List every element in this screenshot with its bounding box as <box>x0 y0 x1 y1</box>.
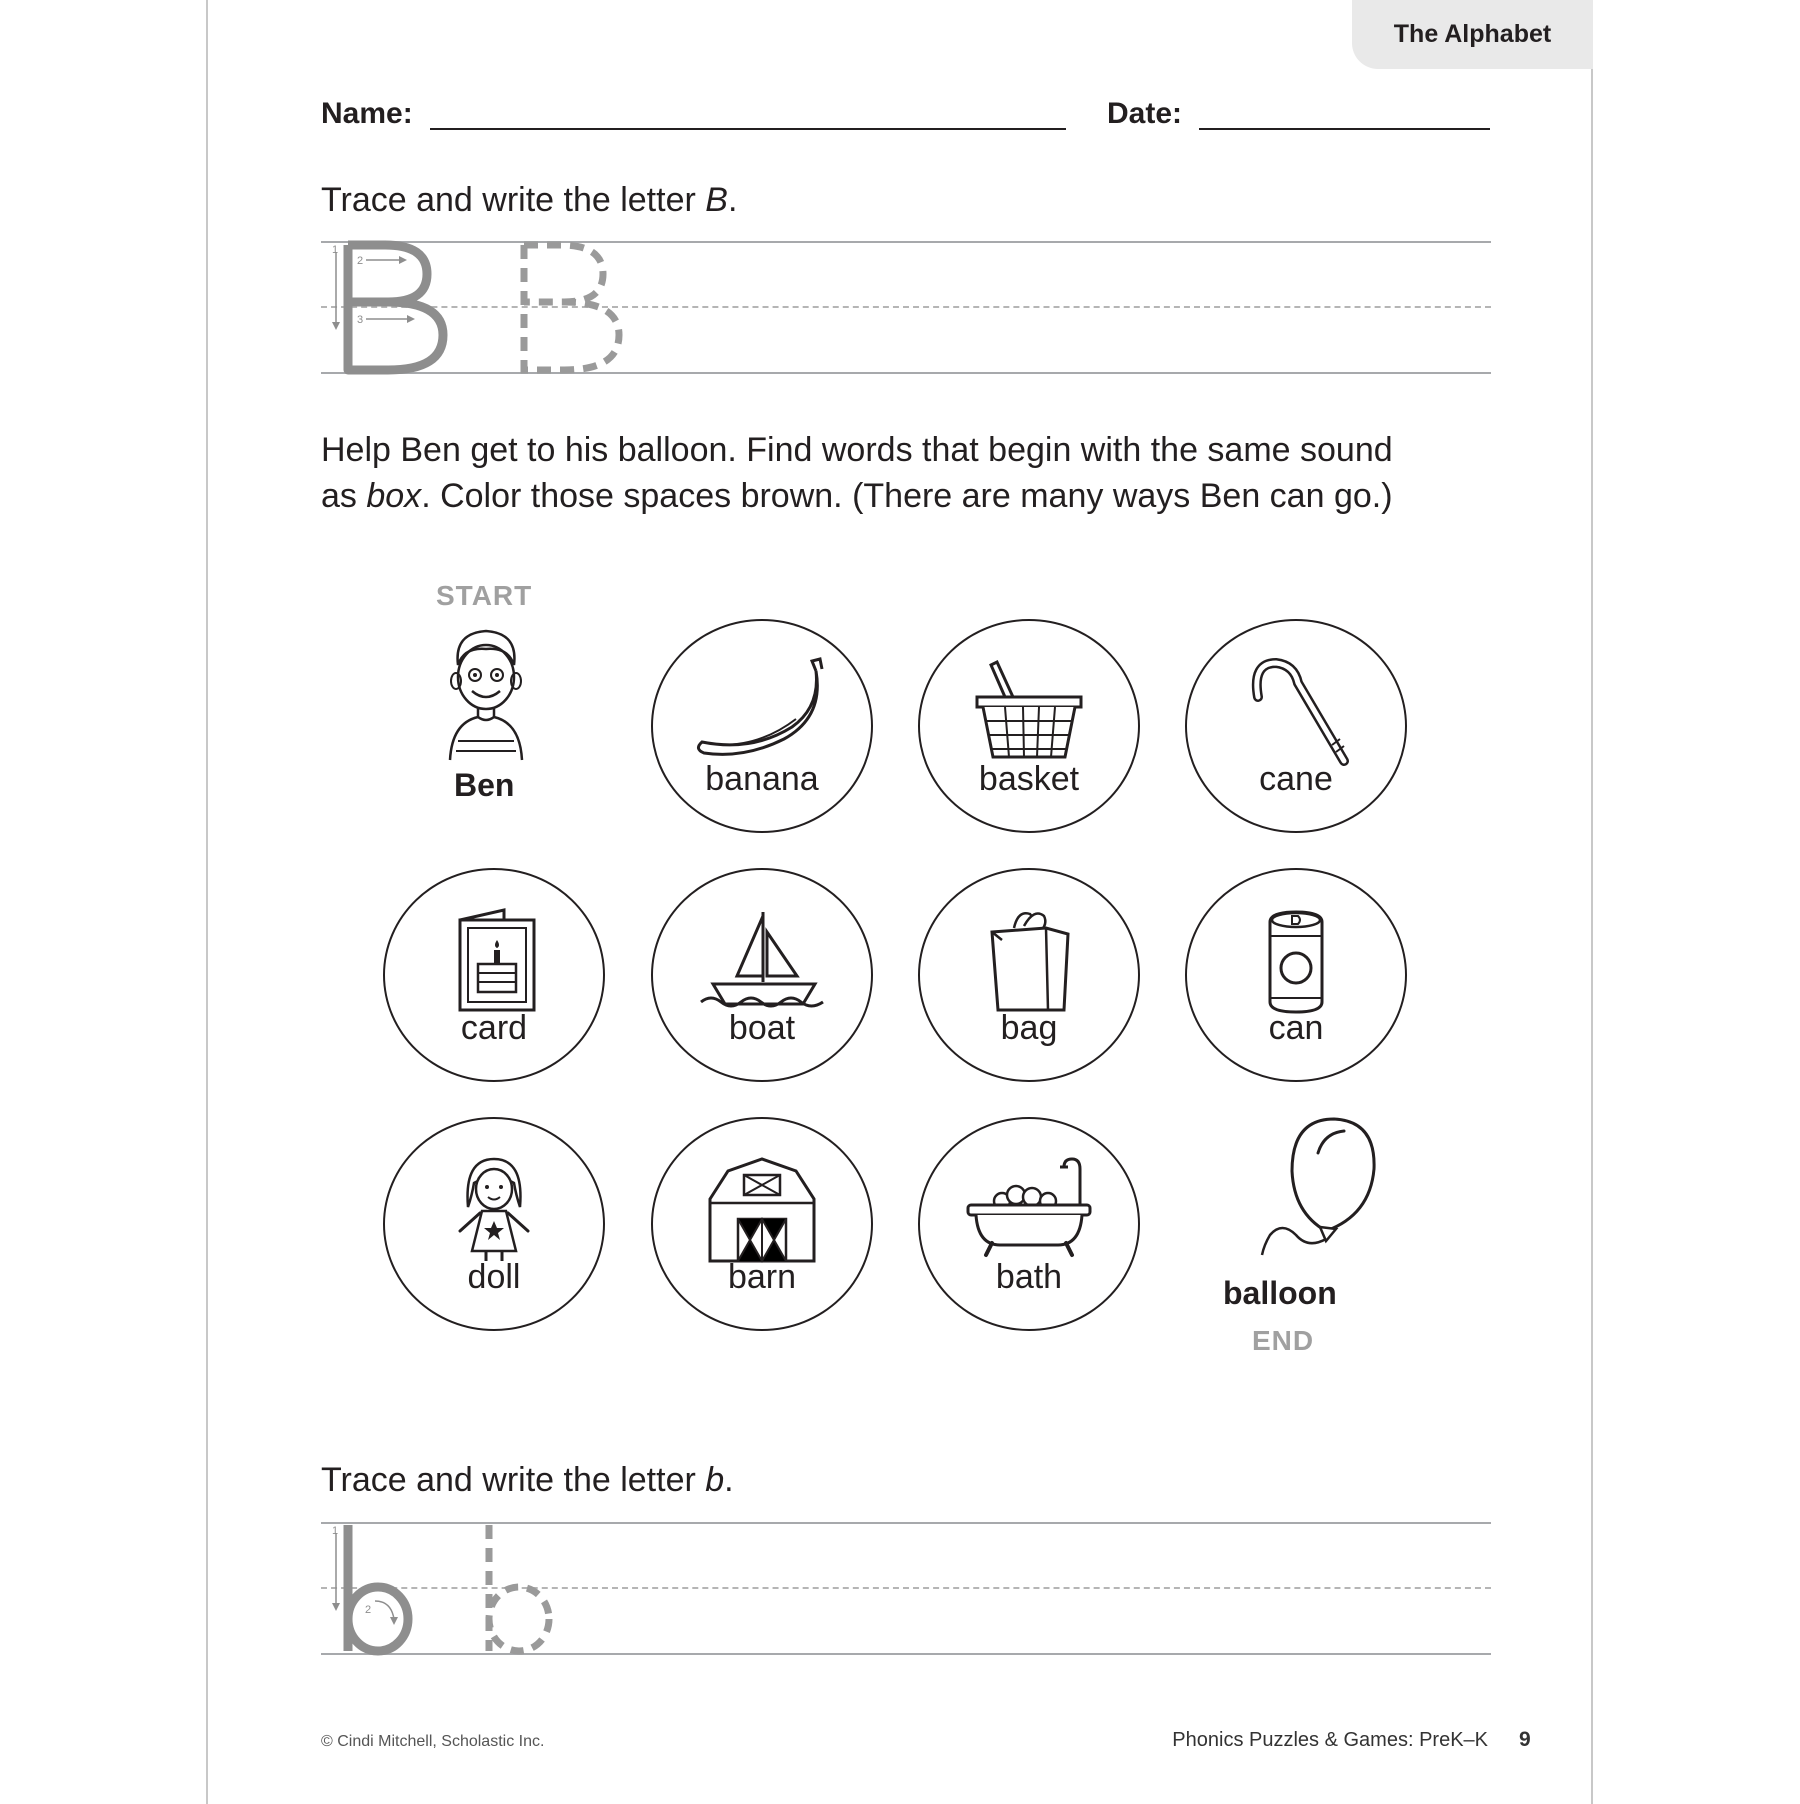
trace-letter-lowercase-b <box>321 1517 581 1662</box>
cell-word: barn <box>727 1258 797 1296</box>
cell-word: bath <box>995 1258 1063 1296</box>
start-name: Ben <box>454 767 515 803</box>
maze-cell-bag[interactable] <box>918 868 1140 1082</box>
name-label: Name: <box>321 97 413 130</box>
maze-instruction: Help Ben get to his balloon. Find words that begin with the same sound as box. Color those spaces brown. (There are many ways Ben can go.) <box>321 431 1393 515</box>
cell-word: doll <box>467 1258 521 1296</box>
maze-cell-can[interactable] <box>1185 868 1407 1082</box>
copyright: © Cindi Mitchell, Scholastic Inc. <box>321 1733 545 1750</box>
end-label: END <box>1252 1325 1315 1356</box>
maze-cell-bath[interactable] <box>918 1117 1140 1331</box>
banana-icon <box>692 657 832 767</box>
trace-letter-uppercase-b <box>321 236 641 381</box>
date-label: Date: <box>1107 97 1183 130</box>
stroke-number-3: 3 <box>357 314 364 326</box>
maze-cell-doll[interactable] <box>383 1117 605 1331</box>
maze-cell-banana[interactable] <box>651 619 873 833</box>
bathtub-icon <box>964 1155 1094 1265</box>
maze-cell-basket[interactable] <box>918 619 1140 833</box>
stroke-number-1: 1 <box>332 1525 339 1537</box>
maze-cell-barn[interactable] <box>651 1117 873 1331</box>
stroke-number-2: 2 <box>365 1604 372 1616</box>
paper-bag-icon <box>974 906 1084 1016</box>
barn-icon <box>702 1155 822 1265</box>
start-label: START <box>436 580 533 611</box>
keyword-box: box <box>366 477 422 515</box>
sailboat-icon <box>697 906 827 1016</box>
balloon-icon <box>1226 1115 1386 1265</box>
maze-cell-card[interactable] <box>383 868 605 1082</box>
cell-word: cane <box>1259 760 1333 798</box>
maze-cell-cane[interactable] <box>1185 619 1407 833</box>
cell-word: basket <box>978 760 1080 798</box>
section-tab-label: The Alphabet <box>1393 20 1552 48</box>
trace-lower-instruction: Trace and write the letter b. <box>321 1461 734 1499</box>
cell-word: banana <box>705 760 819 798</box>
section-tab <box>1352 0 1593 69</box>
page-number: 9 <box>1519 1728 1531 1751</box>
date-field-line[interactable] <box>1199 128 1490 130</box>
trace-upper-instruction: Trace and write the letter B. <box>321 181 738 219</box>
boy-ben-icon <box>436 625 536 765</box>
stroke-number-1: 1 <box>332 244 339 256</box>
birthday-card-icon <box>444 906 544 1016</box>
cell-word: bag <box>1000 1009 1058 1047</box>
maze-cell-boat[interactable] <box>651 868 873 1082</box>
doll-icon <box>454 1155 534 1265</box>
cell-word: can <box>1268 1009 1324 1047</box>
name-field-line[interactable] <box>430 128 1066 130</box>
basket-icon <box>969 657 1089 767</box>
end-name: balloon <box>1223 1275 1337 1311</box>
letter-uppercase-b: B <box>705 181 728 219</box>
cell-word: boat <box>728 1009 796 1047</box>
cell-word: card <box>460 1009 528 1047</box>
book-title: Phonics Puzzles & Games: PreK–K <box>1172 1729 1488 1751</box>
cane-icon <box>1236 657 1356 767</box>
stroke-number-2: 2 <box>357 255 364 267</box>
letter-lowercase-b: b <box>705 1461 725 1499</box>
soda-can-icon <box>1256 906 1336 1016</box>
